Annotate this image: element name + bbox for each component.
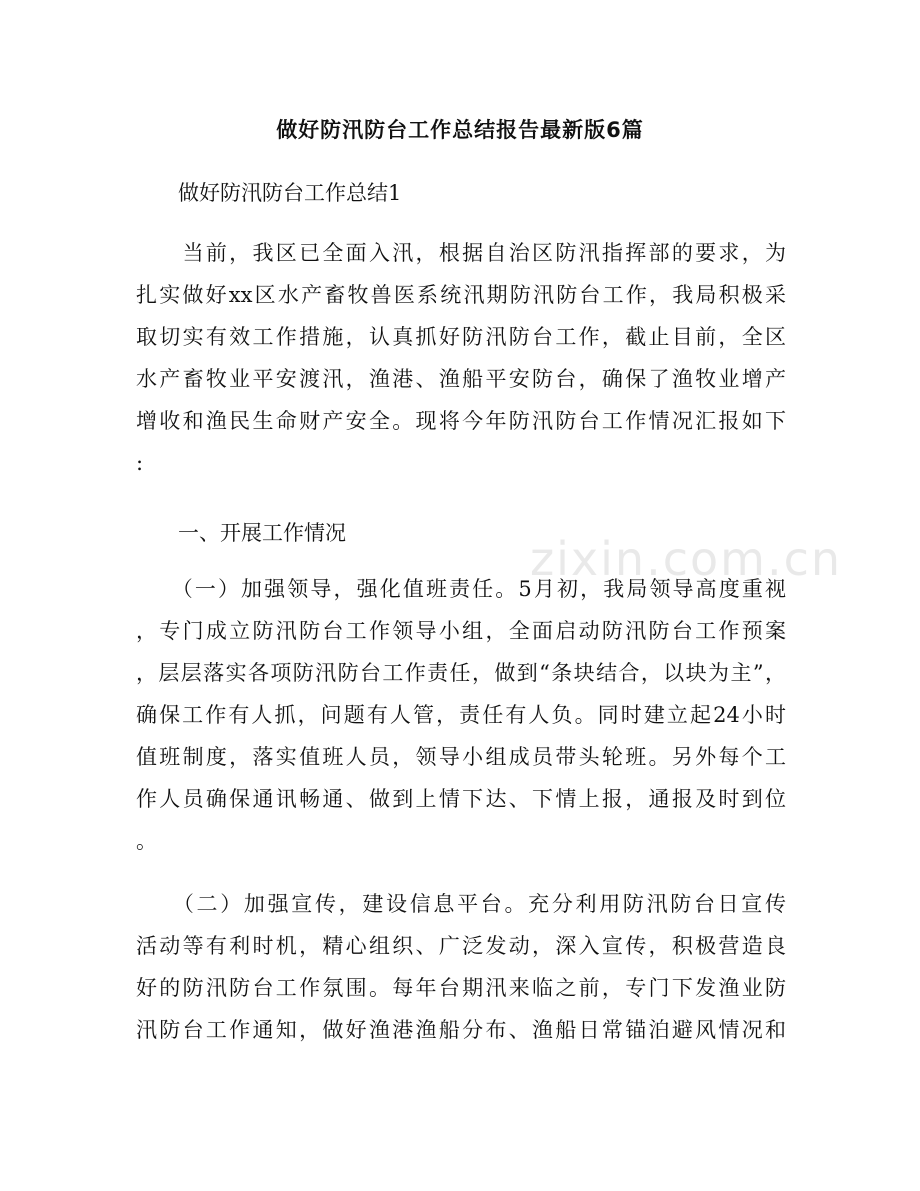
paragraph-line: : (136, 451, 144, 475)
paragraph-line: 值班制度，落实值班人员，领导小组成员带头轮班。另外每个工 (136, 745, 786, 769)
section-heading-block (136, 512, 786, 554)
paragraph-line: 确保工作有人抓，问题有人管，责任有人负。同时建立起24小时 (136, 703, 786, 727)
document-title: 做好防汛防台工作总结报告最新版6篇 (276, 118, 644, 142)
paragraph-line: ，专门成立防汛防台工作领导小组，全面启动防汛防台工作预案 (136, 619, 786, 643)
subtitle-block (136, 172, 786, 214)
paragraph-1 (136, 232, 786, 484)
subtitle: 做好防汛防台工作总结1 (178, 181, 402, 205)
paragraph-line: 扎实做好xx区水产畜牧兽医系统汛期防汛防台工作，我局积极采 (136, 283, 786, 307)
paragraph-line: 作人员确保通讯畅通、做到上情下达、下情上报，通报及时到位 (136, 787, 786, 811)
paragraph-line: 增收和渔民生命财产安全。现将今年防汛防台工作情况汇报如下 (136, 409, 786, 433)
paragraph-line: （一）加强领导，强化值班责任。5月初，我局领导高度重视 (136, 577, 786, 601)
watermark: zixin.com.cn (530, 532, 843, 586)
paragraph-line: 取切实有效工作措施，认真抓好防汛防台工作，截止目前，全区 (136, 325, 786, 349)
paragraph-2 (136, 568, 786, 862)
paragraph-line: 活动等有利时机，精心组织、广泛发动，深入宣传，积极营造良 (136, 934, 786, 958)
paragraph-line: ，层层落实各项防汛防台工作责任，做到“条块结合，以块为主”， (136, 661, 786, 685)
paragraph-line: 。 (136, 829, 157, 853)
paragraph-line: 水产畜牧业平安渡汛，渔港、渔船平安防台，确保了渔牧业增产 (136, 367, 786, 391)
section-heading: 一、开展工作情况 (136, 521, 346, 545)
paragraph-line: 汛防台工作通知，做好渔港渔船分布、渔船日常锚泊避风情况和 (136, 1018, 786, 1042)
paragraph-line: （二）加强宣传，建设信息平台。充分利用防汛防台日宣传 (136, 892, 786, 916)
paragraph-3 (136, 883, 786, 1051)
paragraph-line: 当前，我区已全面入汛，根据自治区防汛指挥部的要求，为 (136, 241, 786, 265)
paragraph-line: 好的防汛防台工作氛围。每年台期汛来临之前，专门下发渔业防 (136, 976, 786, 1000)
